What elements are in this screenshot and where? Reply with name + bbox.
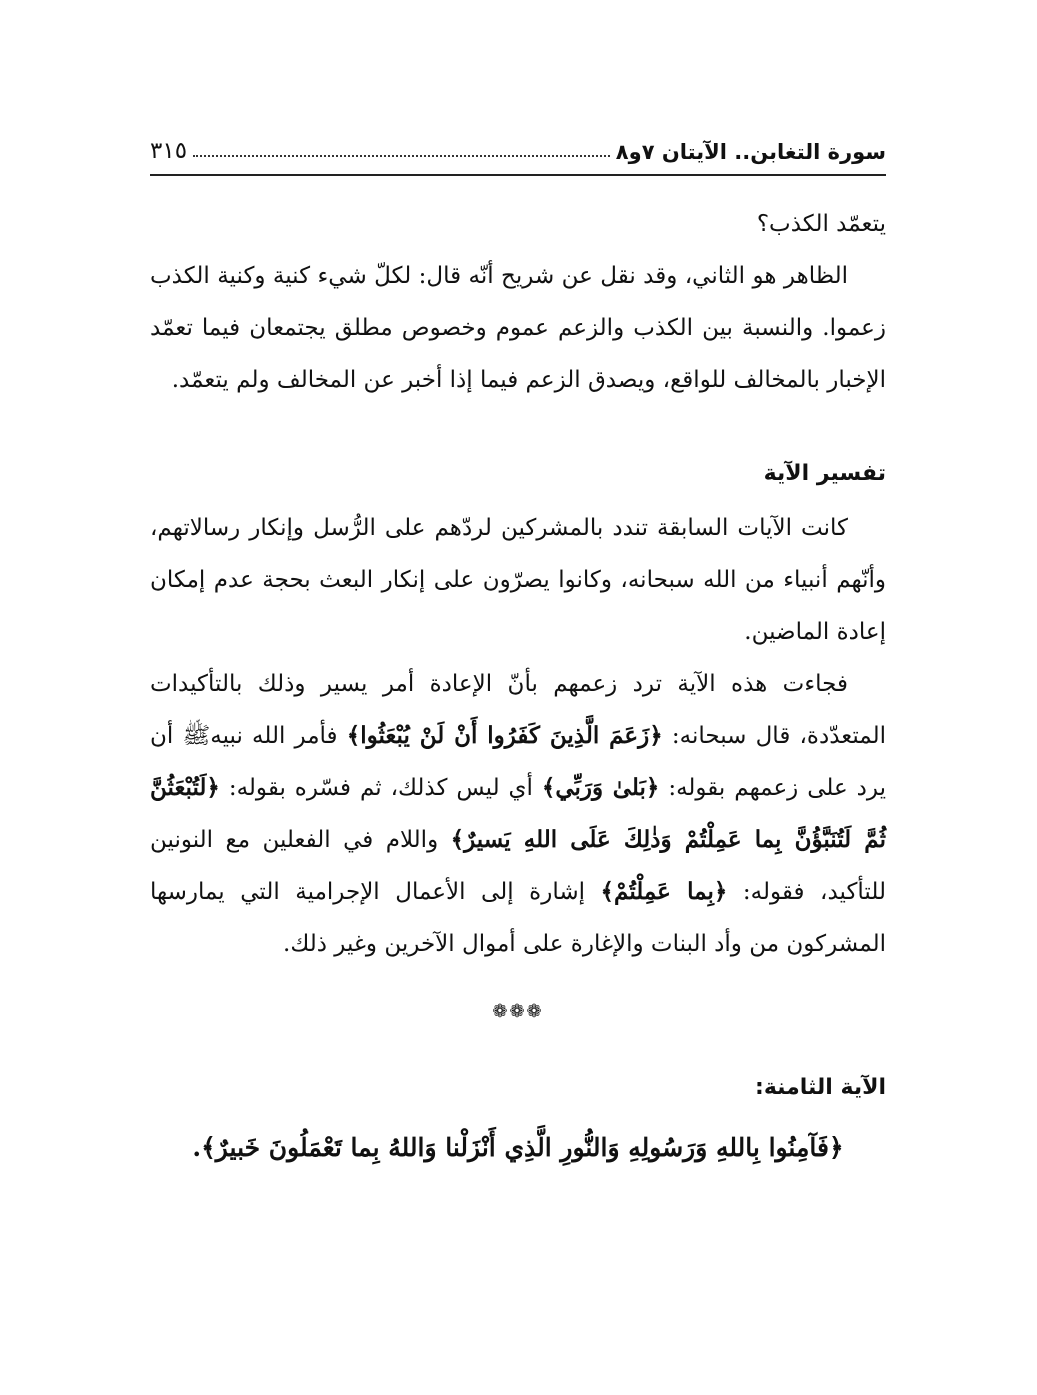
verse-text: ﴿فَآمِنُوا بِاللهِ وَرَسُولِهِ وَالنُّورِ الَّذِي أَنْزَلْنا وَاللهُ بِما تَعْمَلُونَ خَبيرٌ﴾.: [192, 1133, 844, 1162]
section-separator: ❁❁❁: [492, 1001, 544, 1022]
verse-label: الآية الثامنة:: [755, 1075, 886, 1100]
body-text: [150, 198, 886, 970]
text-segment: أن يرد على زعمهم بقوله:: [150, 723, 886, 801]
text-segment: فجاءت هذه الآية ترد زعمهم بأنّ الإعادة أمر يسير وذلك بالتأكيدات المتعدّدة، قال سبحانه:: [150, 671, 886, 749]
salawat-symbol: ﷺ: [182, 723, 211, 749]
dot-leader: [193, 155, 610, 157]
running-header: [150, 128, 886, 164]
quran-quote: ﴿بِما عَمِلْتُمْ﴾: [600, 878, 728, 905]
tafsir-paragraph-1: كانت الآيات السابقة تندد بالمشركين لردّهم على الرُّسل وإنكار رسالاتهم، وأنّهم أنبياء من الله سبحانه، وكانوا يصرّون على إنكار البعث بحجة عدم إمكان إعادة الماضين.: [150, 515, 886, 645]
tafsir-paragraph-2: [150, 658, 886, 970]
header-rule: [150, 174, 886, 176]
text-segment: فأمر الله نبيه: [210, 723, 347, 749]
opening-fragment: يتعمّد الكذب؟: [756, 211, 886, 237]
quran-quote: ﴿زَعَمَ الَّذِينَ كَفَرُوا أَنْ لَنْ يُبْعَثُوا﴾: [346, 722, 663, 749]
page-number: ٣١٥: [150, 138, 188, 164]
text-segment: إشارة إلى الأعمال الإجرامية التي يمارسها المشركون من وأد البنات والإغارة على أموال الآخرين وغير ذلك.: [150, 879, 886, 957]
section-heading-tafsir: تفسير الآية: [763, 461, 886, 486]
document-page: [150, 128, 886, 1174]
running-title: سورة التغابن.. الآيتان ٧و٨: [615, 140, 886, 164]
quran-quote: ﴿بَلىٰ وَرَبِّي﴾: [541, 774, 660, 801]
quran-quote: ﴿لَتُبْعَثُنَّ ثُمَّ لَتُنَبَّؤُنَّ بِما عَمِلْتُمْ وَذٰلِكَ عَلَى اللهِ يَسيرٌ﴾: [150, 774, 886, 853]
opening-paragraph: الظاهر هو الثاني، وقد نقل عن شريح أنّه قال: لكلّ شيء كنية وكنية الكذب زعموا. والنسبة بين الكذب والزعم عموم وخصوص مطلق يجتمعان فيما تعمّد الإخبار بالمخالف للواقع، ويصدق الزعم فيما إذا أخبر عن المخالف ولم يتعمّد.: [150, 263, 886, 393]
text-segment: واللام في الفعلين مع النونين للتأكيد، فقوله:: [150, 827, 886, 905]
text-segment: أي ليس كذلك، ثم فسّره بقوله:: [219, 775, 542, 801]
